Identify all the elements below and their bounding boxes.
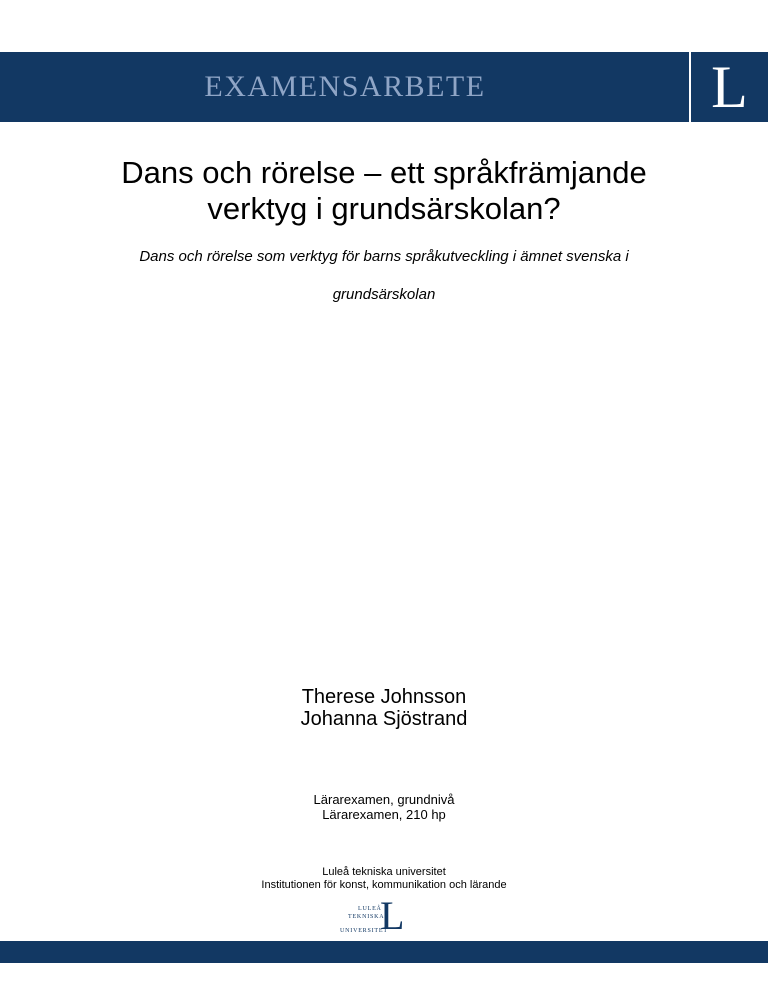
university-info	[0, 866, 768, 892]
author-name: Johanna Sjöstrand	[300, 708, 468, 730]
logo-word: UNIVERSITET	[340, 928, 388, 934]
author-name: Therese Johnsson	[301, 686, 467, 708]
thesis-subtitle	[60, 238, 708, 314]
author-list	[0, 686, 768, 730]
logo-word: LULEÅ	[358, 906, 382, 912]
university-logo	[336, 893, 426, 940]
subtitle-line: grundsärskolan	[332, 286, 436, 303]
header-banner	[0, 52, 768, 122]
subtitle-line: Dans och rörelse som verktyg för barns språkutveckling i ämnet svenska i	[139, 248, 629, 265]
degree-level: Lärarexamen, grundnivå	[313, 792, 455, 807]
university-name: Luleå tekniska universitet	[322, 866, 446, 878]
footer-bar	[0, 941, 768, 963]
logo-word: TEKNISKA	[348, 914, 385, 920]
university-logo-mark: L	[711, 54, 748, 120]
degree-info	[0, 792, 768, 822]
title-line: verktyg i grundsärskolan?	[207, 191, 561, 226]
degree-credits: Lärarexamen, 210 hp	[322, 807, 446, 822]
thesis-title	[60, 155, 708, 227]
department-name: Institutionen för konst, kommunikation och lärande	[261, 879, 507, 891]
document-type-label: EXAMENSARBETE	[204, 70, 486, 103]
logo-letter-mark: L	[380, 893, 405, 938]
title-line: Dans och rörelse – ett språkfrämjande	[121, 155, 647, 190]
